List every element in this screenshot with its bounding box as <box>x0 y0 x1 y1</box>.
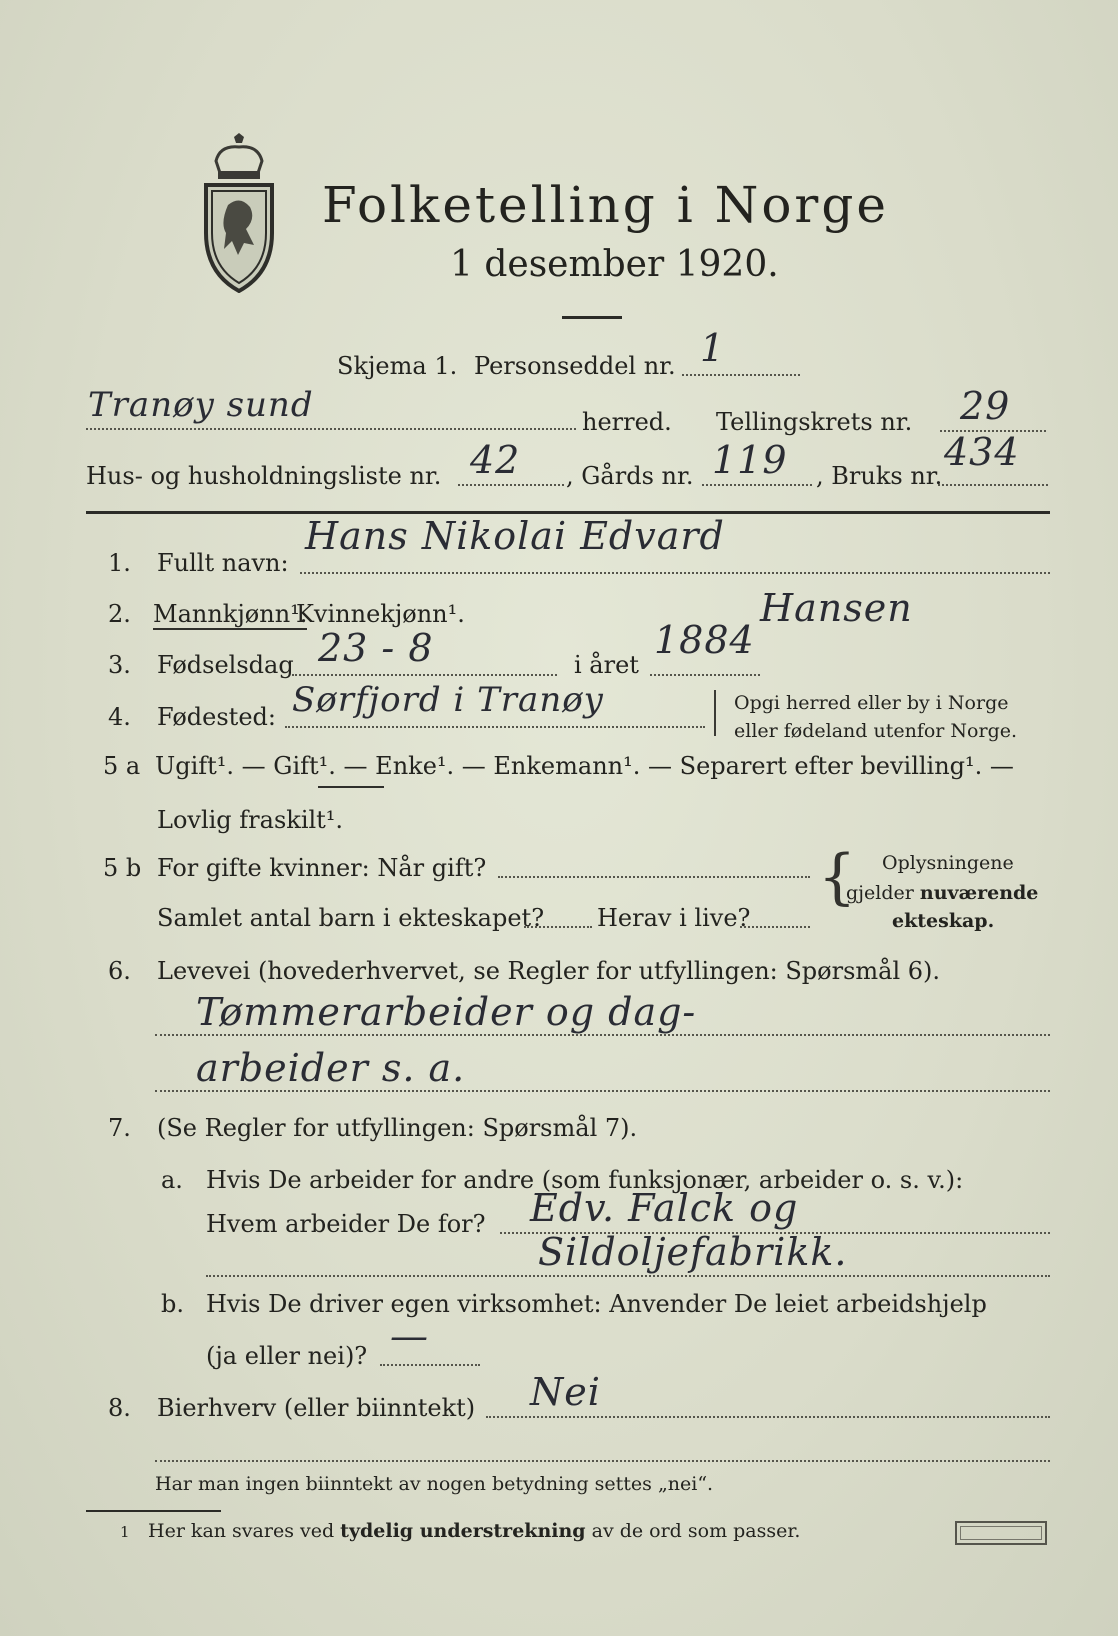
q5b-children-line <box>524 926 592 928</box>
q7a-text: Hvis De arbeider for andre (som funksjonær, arbeider o. s. v.): <box>206 1166 964 1194</box>
q4-value[interactable]: Sørfjord i Tranøy <box>292 680 604 720</box>
q3-day-value[interactable]: 23 - 8 <box>318 626 434 670</box>
q7-label: (Se Regler for utfyllingen: Spørsmål 7). <box>157 1114 638 1142</box>
herred-value[interactable]: Tranøy sund <box>88 385 314 425</box>
herred-label: herred. <box>582 408 672 436</box>
q4-note-line2: eller fødeland utenfor Norge. <box>734 720 1018 742</box>
q3-label: Fødselsdag <box>157 651 294 679</box>
q5a-options[interactable]: Ugift¹. — Gift¹. — Enke¹. — Enkemann¹. — Separert efter bevilling¹. — <box>155 752 1014 780</box>
q7a-question: Hvem arbeider De for? <box>206 1210 486 1238</box>
q4-number: 4. <box>108 703 131 731</box>
q5b-number: 5 b <box>103 854 142 882</box>
q3-day-line <box>292 674 557 676</box>
q6-line1 <box>155 1034 1050 1036</box>
footnote-text <box>148 1520 800 1542</box>
personseddel-value[interactable]: 1 <box>700 326 726 370</box>
q8-number: 8. <box>108 1394 131 1422</box>
q5b-alive-line <box>740 926 810 928</box>
gards-line <box>702 484 812 486</box>
q5b-note-line1: Oplysningene <box>882 852 1014 874</box>
q5a-number: 5 a <box>103 752 141 780</box>
bruks-label: , Bruks nr. <box>816 462 943 490</box>
q4-note-line1: Opgi herred eller by i Norge <box>734 692 1009 714</box>
title-divider <box>562 316 622 319</box>
q6-value-line2[interactable]: arbeider s. a. <box>196 1046 466 1090</box>
q7a-value-line2[interactable]: Sildoljefabrikk. <box>538 1230 848 1274</box>
husliste-line <box>458 484 564 486</box>
q7b-line <box>380 1364 480 1366</box>
bruks-value[interactable]: 434 <box>944 430 1020 474</box>
coat-of-arms-icon <box>198 133 280 293</box>
q1-line <box>300 572 1050 574</box>
q6-value-line1[interactable]: Tømmerarbeider og dag- <box>196 990 697 1034</box>
q5b-alive-label: Herav i live? <box>597 904 751 932</box>
q5b-brace: { <box>818 842 857 912</box>
footnote-text-c: av de ord som passer. <box>585 1520 801 1542</box>
q7b-letter: b. <box>161 1290 184 1318</box>
q5a-gift-underline <box>318 786 384 788</box>
gards-label: , Gårds nr. <box>566 462 694 490</box>
q8-line1 <box>486 1416 1050 1418</box>
q5b-children-label: Samlet antal barn i ekteskapet? <box>157 904 545 932</box>
q8-line2 <box>155 1460 1050 1462</box>
footnote-text-a: Her kan svares ved <box>148 1520 341 1542</box>
q2-female-option[interactable]: Kvinnekjønn¹. <box>296 600 465 628</box>
q3-year-line <box>650 674 760 676</box>
q2-male-option[interactable]: Mannkjønn¹. <box>153 600 308 628</box>
q5b-married-label: For gifte kvinner: Når gift? <box>157 854 487 882</box>
q7b-value[interactable]: — <box>390 1314 429 1358</box>
footnote-text-b: tydelig understrekning <box>340 1520 586 1542</box>
printer-stamp <box>955 1521 1047 1545</box>
q7b-text: Hvis De driver egen virksomhet: Anvender De leiet arbeidshjelp <box>206 1290 987 1318</box>
q5b-note-line2b: nuværende <box>919 882 1039 904</box>
gards-value[interactable]: 119 <box>712 438 788 482</box>
q7a-value-line1[interactable]: Edv. Falck og <box>530 1186 799 1230</box>
schema-label: Skjema 1. <box>337 352 458 380</box>
q1-label: Fullt navn: <box>157 549 289 577</box>
q6-line2 <box>155 1090 1050 1092</box>
q3-year-value[interactable]: 1884 <box>654 618 755 662</box>
form-title: Folketelling i Norge <box>322 176 889 234</box>
q8-value[interactable]: Nei <box>530 1370 601 1414</box>
footnote-mark: 1 <box>120 1523 130 1541</box>
q3-year-label: i året <box>574 651 639 679</box>
q5b-note-line2a: gjelder <box>846 882 920 904</box>
q6-number: 6. <box>108 957 131 985</box>
husliste-value[interactable]: 42 <box>470 438 521 482</box>
husliste-label: Hus- og husholdningsliste nr. <box>86 462 442 490</box>
q7b-question: (ja eller nei)? <box>206 1342 368 1370</box>
q4-note-brace <box>714 690 716 736</box>
tellingskrets-value[interactable]: 29 <box>960 384 1011 428</box>
q2-number: 2. <box>108 600 131 628</box>
q5a-options-line2[interactable]: Lovlig fraskilt¹. <box>157 806 344 834</box>
q6-label: Levevei (hovederhvervet, se Regler for utfyllingen: Spørsmål 6). <box>157 957 941 985</box>
q1-number: 1. <box>108 549 131 577</box>
census-date: 1 desember 1920. <box>450 244 779 285</box>
q5b-married-line <box>498 876 810 878</box>
footer-note: Har man ingen biinntekt av nogen betydning settes „nei“. <box>155 1473 714 1495</box>
q7-number: 7. <box>108 1114 131 1142</box>
q4-label: Fødested: <box>157 703 276 731</box>
bruks-line <box>938 484 1048 486</box>
q5b-note-line2 <box>846 882 1038 904</box>
q8-label: Bierhverv (eller biinntekt) <box>157 1394 476 1422</box>
personseddel-line <box>682 374 800 376</box>
q1-value-line1[interactable]: Hans Nikolai Edvard <box>305 514 725 558</box>
q1-value-line2[interactable]: Hansen <box>760 586 913 630</box>
herred-line <box>86 428 576 430</box>
personseddel-label: Personseddel nr. <box>474 352 676 380</box>
q4-line <box>285 726 705 728</box>
q3-number: 3. <box>108 651 131 679</box>
q7a-letter: a. <box>161 1166 183 1194</box>
q7a-line2 <box>206 1275 1050 1277</box>
q5b-note-line3: ekteskap. <box>892 910 995 932</box>
tellingskrets-label: Tellingskrets nr. <box>716 408 913 436</box>
footnote-divider <box>86 1510 221 1512</box>
